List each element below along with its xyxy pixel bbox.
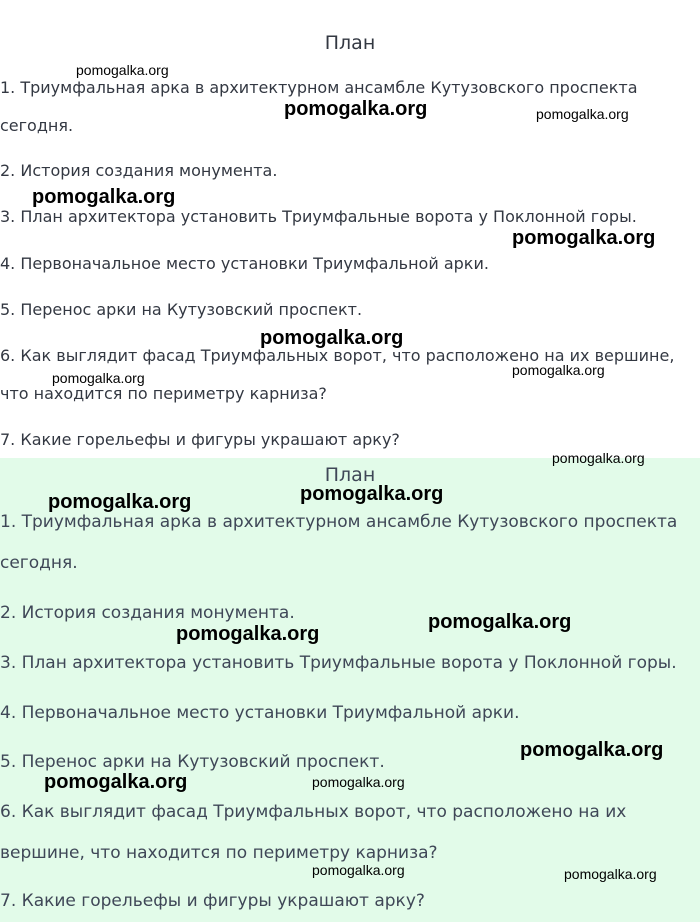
watermark: pomogalka.org [32,186,176,208]
watermark: pomogalka.org [512,227,656,249]
watermark: pomogalka.org [564,866,657,882]
plan-line: 2. История создания монумента. [0,603,295,623]
plan-line: 1. Триумфальная арка в архитектурном ансамбле Кутузовского проспекта [0,512,678,532]
watermark: pomogalka.org [300,483,444,505]
watermark: pomogalka.org [44,771,188,793]
watermark: pomogalka.org [512,362,605,378]
plan-line: 7. Какие горельефы и фигуры украшают арку? [0,430,400,449]
watermark: pomogalka.org [520,739,664,761]
plan-line: сегодня. [0,116,74,135]
plan-line: 1. Триумфальная арка в архитектурном ансамбле Кутузовского проспекта [0,78,638,97]
plan-line: 3. План архитектора установить Триумфальные ворота у Поклонной горы. [0,207,637,226]
plan-line: 2. История создания монумента. [0,161,278,180]
plan-line: 6. Как выглядит фасад Триумфальных ворот, что расположено на их вершине, [0,346,675,365]
watermark: pomogalka.org [52,370,145,386]
plan-line: 6. Как выглядит фасад Триумфальных ворот, что расположено на их [0,802,627,822]
plan-panel-bottom [0,458,700,922]
watermark: pomogalka.org [76,62,169,78]
plan-line: 7. Какие горельефы и фигуры украшают арку? [0,891,425,911]
plan-line: вершине, что находится по периметру карниза? [0,843,438,863]
plan-line: 5. Перенос арки на Кутузовский проспект. [0,300,363,319]
watermark: pomogalka.org [284,98,428,120]
watermark: pomogalka.org [428,611,572,633]
plan-line: 4. Первоначальное место установки Триумфальной арки. [0,703,520,723]
plan-line: 3. План архитектора установить Триумфальные ворота у Поклонной горы. [0,653,677,673]
watermark: pomogalka.org [48,491,192,513]
plan-line: 4. Первоначальное место установки Триумфальной арки. [0,254,489,273]
plan-line: что находится по периметру карниза? [0,384,327,403]
watermark: pomogalka.org [552,450,645,466]
watermark: pomogalka.org [176,623,320,645]
watermark: pomogalka.org [536,106,629,122]
plan-line: сегодня. [0,553,78,573]
plan-line: 5. Перенос арки на Кутузовский проспект. [0,752,385,772]
watermark: pomogalka.org [312,774,405,790]
page-title: План [324,32,376,54]
page-title: План [324,464,376,486]
watermark: pomogalka.org [260,327,404,349]
watermark: pomogalka.org [312,862,405,878]
